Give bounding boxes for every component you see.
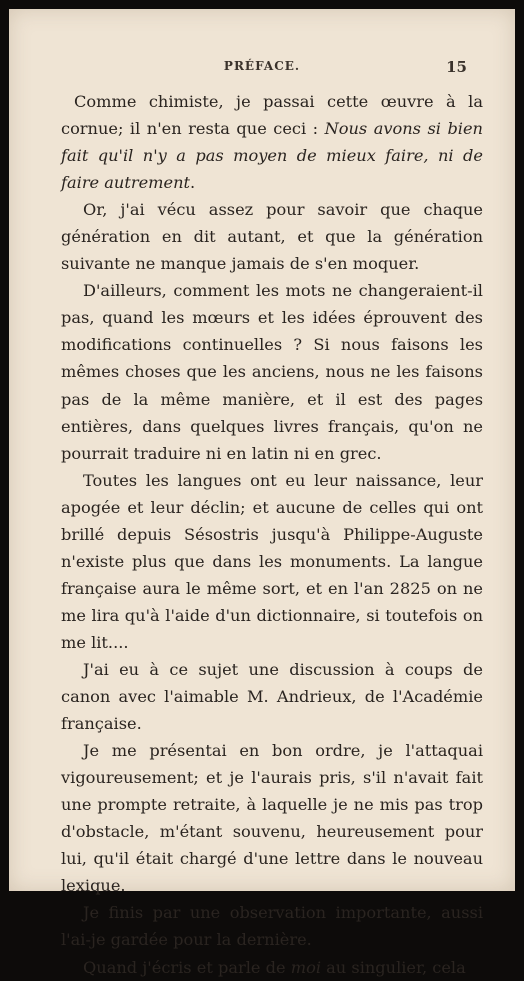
paragraph	[61, 954, 483, 981]
italic-word: moi	[290, 957, 322, 977]
text-run: J'ai eu à ce sujet une discussion à coups de canon avec l'aimable M. Andrieux, de l'Académie française.	[61, 659, 483, 734]
text-run: Je finis par une observation importante, aussi l'ai-je gardée pour la dernière.	[61, 903, 483, 950]
text-run: Toutes les langues ont eu leur naissance, leur apogée et leur déclin; et aucune de celles qui ont brillé depuis Sésostris jusqu'à Philippe-Auguste n'existe plus que dans les monuments. La langue française aura le même sort, et en l'an 2825 on ne me lira qu'à l'aide d'un dictionnaire, si toutefois on me lit....	[61, 470, 483, 652]
body-text	[61, 88, 483, 981]
italic-quote: Nous avons si bien fait qu'il n'y a pas moyen de mieux faire, ni de faire autrement	[61, 119, 483, 193]
text-run: Quand j'écris et parle de	[83, 957, 291, 977]
paragraph	[61, 277, 483, 466]
paragraph	[61, 467, 483, 656]
paragraph	[61, 196, 483, 277]
page-number: 15	[446, 58, 467, 76]
text-run: D'ailleurs, comment les mots ne changeraient-il pas, quand les mœurs et les idées éprouvent des modifications continuelles ? Si nous faisons les mêmes choses que les anciens, nous ne les faisons pas de la même manière, et il est des pages entières, dans quelques livres français, qu'on ne pourrait traduire ni en latin ni en grec.	[61, 281, 483, 463]
book-page	[9, 9, 515, 977]
paragraph	[61, 656, 483, 737]
paragraph	[61, 899, 483, 953]
text-run: Comme chimiste, je passai cette œuvre à la cornue; il n'en resta que ceci :	[61, 92, 483, 139]
text-run: .	[190, 173, 196, 193]
page-header	[9, 59, 515, 79]
running-head: PRÉFACE.	[223, 59, 301, 73]
text-run: au singulier, cela	[321, 957, 466, 977]
text-run: Je me présentai en bon ordre, je l'attaquai vigoureusement; et je l'aurais pris, s'il n'avait fait une prompte retraite, à laquelle je ne mis pas trop d'obstacle, m'étant souvenu, heureusement pour lui, qu'il était chargé d'une lettre dans le nouveau lexique.	[61, 741, 483, 896]
text-run: Or, j'ai vécu assez pour savoir que chaque génération en dit autant, et que la génération suivante ne manque jamais de s'en moquer.	[61, 200, 483, 274]
paragraph	[61, 737, 483, 899]
paragraph	[61, 88, 483, 196]
